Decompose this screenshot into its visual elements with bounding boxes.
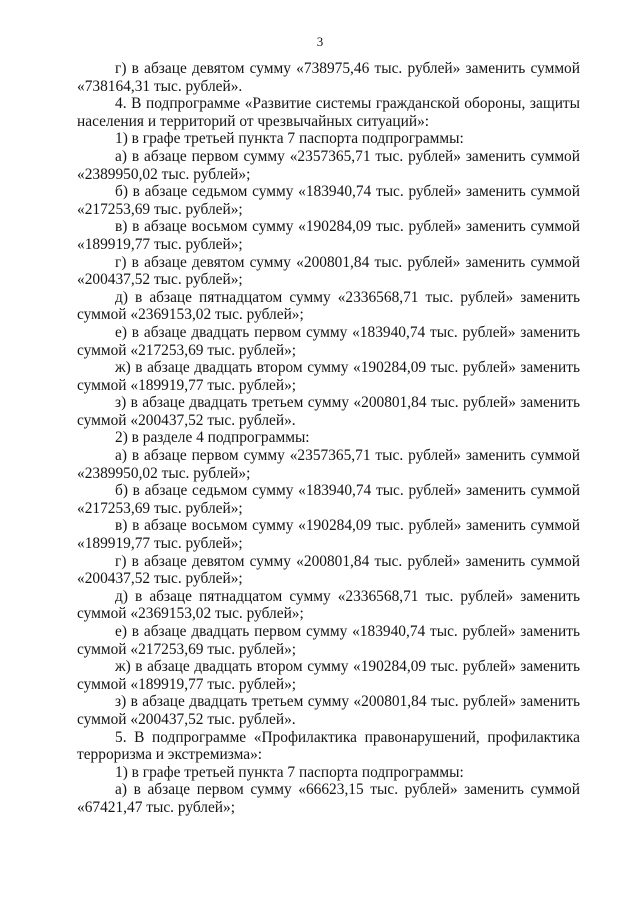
text-line: 2) в разделе 4 подпрограммы: <box>115 429 310 447</box>
text-line: е) в абзаце двадцать первом сумму «183940,74 тыс. рублей» заменить <box>115 623 580 640</box>
text-line: 5. В подпрограмме «Профилактика правонарушений, профилактика <box>115 728 580 746</box>
text-line: г) в абзаце девятом сумму «200801,84 тыс. рублей» заменить суммой <box>115 253 580 271</box>
text-line: з) в абзаце двадцать третьем сумму «200801,84 тыс. рублей» заменить <box>115 394 580 412</box>
text-line: 4. В подпрограмме «Развитие системы гражданской обороны, защиты <box>115 95 580 113</box>
text-line: а) в абзаце первом сумму «2357365,71 тыс. рублей» заменить суммой <box>115 147 580 165</box>
text-line: «217253,69 тыс. рублей»; <box>77 499 243 517</box>
text-line: а) в абзаце первом сумму «66623,15 тыс. рублей» заменить суммой <box>115 781 580 799</box>
text-line: суммой «217253,69 тыс. рублей»; <box>77 341 297 359</box>
text-line: г) в абзаце девятом сумму «738975,46 тыс. рублей» заменить суммой <box>115 60 580 77</box>
text-line: 1) в графе третьей пункта 7 паспорта подпрограммы: <box>115 763 464 781</box>
text-line: б) в абзаце седьмом сумму «183940,74 тыс. рублей» заменить суммой <box>115 482 580 500</box>
text-line: населения и территорий от чрезвычайных ситуаций»: <box>77 112 430 130</box>
text-line: терроризма и экстремизма»: <box>77 746 263 764</box>
text-line: г) в абзаце девятом сумму «200801,84 тыс. рублей» заменить суммой <box>115 552 580 570</box>
text-line: ж) в абзаце двадцать втором сумму «190284,09 тыс. рублей» заменить <box>115 359 580 377</box>
text-line: «738164,31 тыс. рублей». <box>77 77 243 95</box>
text-line: д) в абзаце пятнадцатом сумму «2336568,71 тыс. рублей» заменить <box>115 587 580 605</box>
text-line: «189919,77 тыс. рублей»; <box>77 535 243 553</box>
text-line: з) в абзаце двадцать третьем сумму «200801,84 тыс. рублей» заменить <box>115 693 580 711</box>
text-line: «2389950,02 тыс. рублей»; <box>77 165 251 183</box>
text-line: «200437,52 тыс. рублей»; <box>77 271 243 289</box>
text-line: «200437,52 тыс. рублей»; <box>77 570 243 588</box>
text-line: «2389950,02 тыс. рублей»; <box>77 464 251 482</box>
document-body <box>77 60 580 817</box>
text-line: «189919,77 тыс. рублей»; <box>77 235 243 253</box>
text-line: суммой «2369153,02 тыс. рублей»; <box>77 306 304 324</box>
text-line: суммой «217253,69 тыс. рублей»; <box>77 640 297 658</box>
text-line: б) в абзаце седьмом сумму «183940,74 тыс. рублей» заменить суммой <box>115 183 580 201</box>
text-line: 1) в графе третьей пункта 7 паспорта подпрограммы: <box>115 130 464 148</box>
text-line: в) в абзаце восьмом сумму «190284,09 тыс. рублей» заменить суммой <box>115 517 580 535</box>
text-line: ж) в абзаце двадцать втором сумму «190284,09 тыс. рублей» заменить <box>115 658 580 676</box>
page-number: 3 <box>316 34 324 49</box>
text-line: а) в абзаце первом сумму «2357365,71 тыс. рублей» заменить суммой <box>115 447 580 465</box>
text-line: суммой «200437,52 тыс. рублей». <box>77 411 296 429</box>
text-line: д) в абзаце пятнадцатом сумму «2336568,71 тыс. рублей» заменить <box>115 288 580 306</box>
text-line: «217253,69 тыс. рублей»; <box>77 200 243 218</box>
text-line: суммой «189919,77 тыс. рублей»; <box>77 376 297 394</box>
text-line: суммой «200437,52 тыс. рублей». <box>77 710 296 728</box>
text-line: е) в абзаце двадцать первом сумму «183940,74 тыс. рублей» заменить <box>115 323 580 341</box>
text-line: в) в абзаце восьмом сумму «190284,09 тыс. рублей» заменить суммой <box>115 218 580 236</box>
text-line: «67421,47 тыс. рублей»; <box>77 798 236 816</box>
text-line: суммой «189919,77 тыс. рублей»; <box>77 675 297 693</box>
text-line: суммой «2369153,02 тыс. рублей»; <box>77 605 304 623</box>
